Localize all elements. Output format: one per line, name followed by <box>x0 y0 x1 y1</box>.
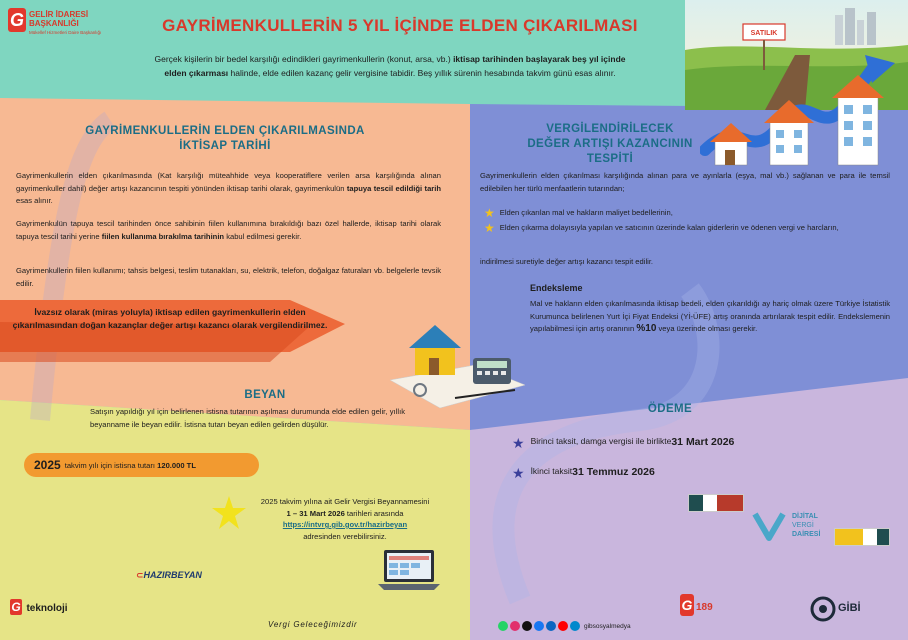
indexing-pre: Mal ve hakların elden çıkarılmasında iktisap bedeli, elden çıkarıldığı ay hariç olmak üzere Türkiye İstatistik Kurumunca belirlenen Yurt İçi Fiyat Endeksi (Yİ-ÜFE) artış oranında artırılarak tespit edilir. Endekslemenin yapılabilmesi için artış oranının <box>530 299 890 333</box>
youtube-icon[interactable] <box>558 621 568 631</box>
acquisition-p2 <box>16 218 441 243</box>
payment-item-2 <box>512 466 655 480</box>
card-icon <box>688 494 744 512</box>
exemption-amount: 120.000 TL <box>157 460 196 470</box>
payment-1-pre: Birinci taksit, damga vergisi ile birlikte <box>530 436 672 446</box>
inheritance-arrow-text: İvazsız olarak (miras yoluyla) iktisap edilen gayrimenkullerin elden çıkarılmasından doğan kazançlar değer artışı kazancı olarak vergilendirilmez. <box>12 307 328 330</box>
notice-line1: 2025 takvim yılına ait Gelir Vergisi Beyannamesini <box>260 497 430 506</box>
hazirbeyan-logo-text: HAZIRBEYAN <box>143 570 202 580</box>
gibi-text: GİBİ <box>838 602 861 614</box>
teknoloji-mark-icon: G <box>11 600 21 614</box>
acq-p2-pre: Gayrimenkulün tapuya tescil tarihinden önce sahibinin fiilen kullanımına bırakıldığı bazı özel hallerde, iktisap tarihi olarak tapuya tescil tarihi yerine <box>16 219 441 241</box>
social-media-bar <box>498 621 631 631</box>
dvd-line2: VERGİ <box>792 522 814 529</box>
payment-heading: ÖDEME <box>647 403 693 415</box>
acq-p2-bold: fiilen kullanıma bırakılma tarihinin <box>101 231 225 241</box>
acq-p1-pre: Gayrimenkullerin elden çıkarılmasında (Kat karşılığı müteahhide veya kooperatiflere verilen arsa karşılığında alınan gayrimenkuller dahil) değer artışı kazancının tespiti yönünden iktisap tarihi olarak, gayrimenkulün <box>16 171 441 193</box>
dvd-line1: DİJİTAL <box>792 513 818 520</box>
intro-line2-bold: elden çıkarması <box>164 68 229 78</box>
whatsapp-icon[interactable] <box>498 621 508 631</box>
acq-p1-post: esas alınır. <box>16 196 53 205</box>
gain-bullet-1-text: Elden çıkarılan mal ve hakların maliyet bedellerinin, <box>499 208 673 217</box>
alo-number: 189 <box>696 602 713 613</box>
notice-line4: adresinden verebilirsiniz. <box>303 531 387 541</box>
dvd-mark-icon <box>752 508 786 542</box>
acquisition-p1 <box>16 170 441 208</box>
footer-slogan: Vergi Geleceğimizdir <box>268 620 358 629</box>
acquisition-heading: GAYRİMENKULLERİN ELDEN ÇIKARILMASINDA İKTİSAP TARİHİ <box>85 125 365 152</box>
gib-logo-subtitle: Mükellef Hizmetleri Daire Başkanlığı <box>29 30 102 35</box>
payment-2-pre: İkinci taksit <box>530 466 573 476</box>
star-bullet-icon: ★ <box>484 221 495 235</box>
indexing-bold: %10 <box>636 323 657 334</box>
gain-heading: VERGİLENDİRİLECEK DEĞER ARTIŞI KAZANCININ TESPİTİ <box>527 123 693 165</box>
acq-p1-bold: tapuya tescil edildiği tarih <box>346 183 441 193</box>
house-calculator-illustration <box>385 320 530 415</box>
alo-mark-icon: G <box>680 594 694 616</box>
exemption-pre: takvim yılı için istisna tutarı <box>64 460 158 470</box>
hazirbeyan-mark-icon: ⊂ <box>136 570 144 580</box>
house-small-icon <box>710 123 752 165</box>
intro-line2-post: halinde, elde edilen kazanç gelir vergisine tabidir. Beş yıllık sürenin hesabında takvim günü esas alınır. <box>228 68 616 78</box>
gib-logo-name: GELİR İDARESİ BAŞKANLIĞI <box>29 10 89 28</box>
gain-bullet-1 <box>484 207 884 220</box>
gain-bullet-2 <box>484 222 884 235</box>
telegram-icon[interactable] <box>570 621 580 631</box>
gib-teknoloji-logo <box>10 598 68 616</box>
notice-line2 <box>240 508 450 520</box>
page-title: GAYRİMENKULLERİN 5 YIL İÇİNDE ELDEN ÇIKARILMASI <box>162 16 638 35</box>
gain-p1: Gayrimenkullerin elden çıkarılması karşılığında alınan para ve ayınlarla (eşya, mal vb.) sağlanan ve para ile temsil edilebilen her türlü menfaatlerin tutarından; <box>480 171 890 193</box>
rising-houses-illustration <box>700 55 908 170</box>
declaration-heading: BEYAN <box>244 389 286 401</box>
exemption-pill <box>24 453 259 477</box>
declaration-notice <box>240 496 450 542</box>
intro-line1-bold: iktisap tarihinden başlayarak beş yıl içinde <box>453 54 626 64</box>
acq-p2-post: kabul edilmesi gerekir. <box>224 231 302 241</box>
gain-bullet-2-text: Elden çıkarma dolayısıyla yapılan ve satıcının üzerinde kalan giderlerin ve ödenen vergi ve harcların, <box>499 223 839 232</box>
notice-line2-post: tarihleri arasında <box>344 508 404 518</box>
alo-189-logo <box>680 590 720 626</box>
intro-text <box>110 52 670 80</box>
teknoloji-text: teknoloji <box>26 603 68 614</box>
indexing-text <box>530 298 890 336</box>
gain-p2: indirilmesi suretiyle değer artışı kazancı tespit edilir. <box>480 257 654 266</box>
dvd-line3: DAİRESİ <box>792 531 821 538</box>
notice-date: 1 – 31 Mart 2026 <box>286 508 345 518</box>
star-bullet-icon: ★ <box>512 465 525 481</box>
payment-2-date: 31 Temmuz 2026 <box>572 466 655 478</box>
payment-item-1 <box>512 436 734 450</box>
indexing-post: veya üzerinde olması gerekir. <box>656 324 758 333</box>
acquisition-p3: Gayrimenkullerin fiilen kullanımı; tahsis belgesi, teslim tutanakları, su, elektrik, telefon, doğalgaz faturaları vb. belgelerle tevsik edilir. <box>16 266 441 288</box>
star-bullet-icon: ★ <box>512 435 525 451</box>
social-handle[interactable]: gibsosyalmedya <box>584 622 631 630</box>
facebook-icon[interactable] <box>534 621 544 631</box>
exemption-year: 2025 <box>34 458 61 472</box>
house-tall-icon <box>832 75 884 165</box>
gib-logo-mark: G <box>9 10 24 30</box>
hazirbeyan-link[interactable]: https://intvrg.gib.gov.tr/hazirbeyan <box>282 520 408 529</box>
hazirbeyan-logo <box>136 570 216 586</box>
gibi-logo <box>810 596 870 624</box>
linkedin-icon[interactable] <box>546 621 556 631</box>
gibi-mark-icon <box>810 596 836 622</box>
declaration-text: Satışın yapıldığı yıl için belirlenen istisna tutarının aşılması durumunda elde edilen gelir, yıllık beyanname ile beyan edilir. İstisna tutarı beyan edilen gelirden düşülür. <box>90 407 405 429</box>
for-sale-sign: SATILIK <box>750 30 778 37</box>
card-icon <box>834 528 890 546</box>
x-icon[interactable] <box>522 621 532 631</box>
dijital-vergi-dairesi-logo <box>752 506 832 546</box>
intro-line1-pre: Gerçek kişilerin bir bedel karşılığı edindikleri gayrimenkullerin (konut, arsa, vb.) <box>154 54 454 64</box>
instagram-icon[interactable] <box>510 621 520 631</box>
gib-logo <box>8 8 118 40</box>
exemption-text <box>65 461 196 470</box>
laptop-icon <box>378 548 440 592</box>
indexing-heading: Endeksleme <box>530 283 583 293</box>
star-bullet-icon: ★ <box>484 206 495 220</box>
payment-1-date: 31 Mart 2026 <box>671 436 735 448</box>
